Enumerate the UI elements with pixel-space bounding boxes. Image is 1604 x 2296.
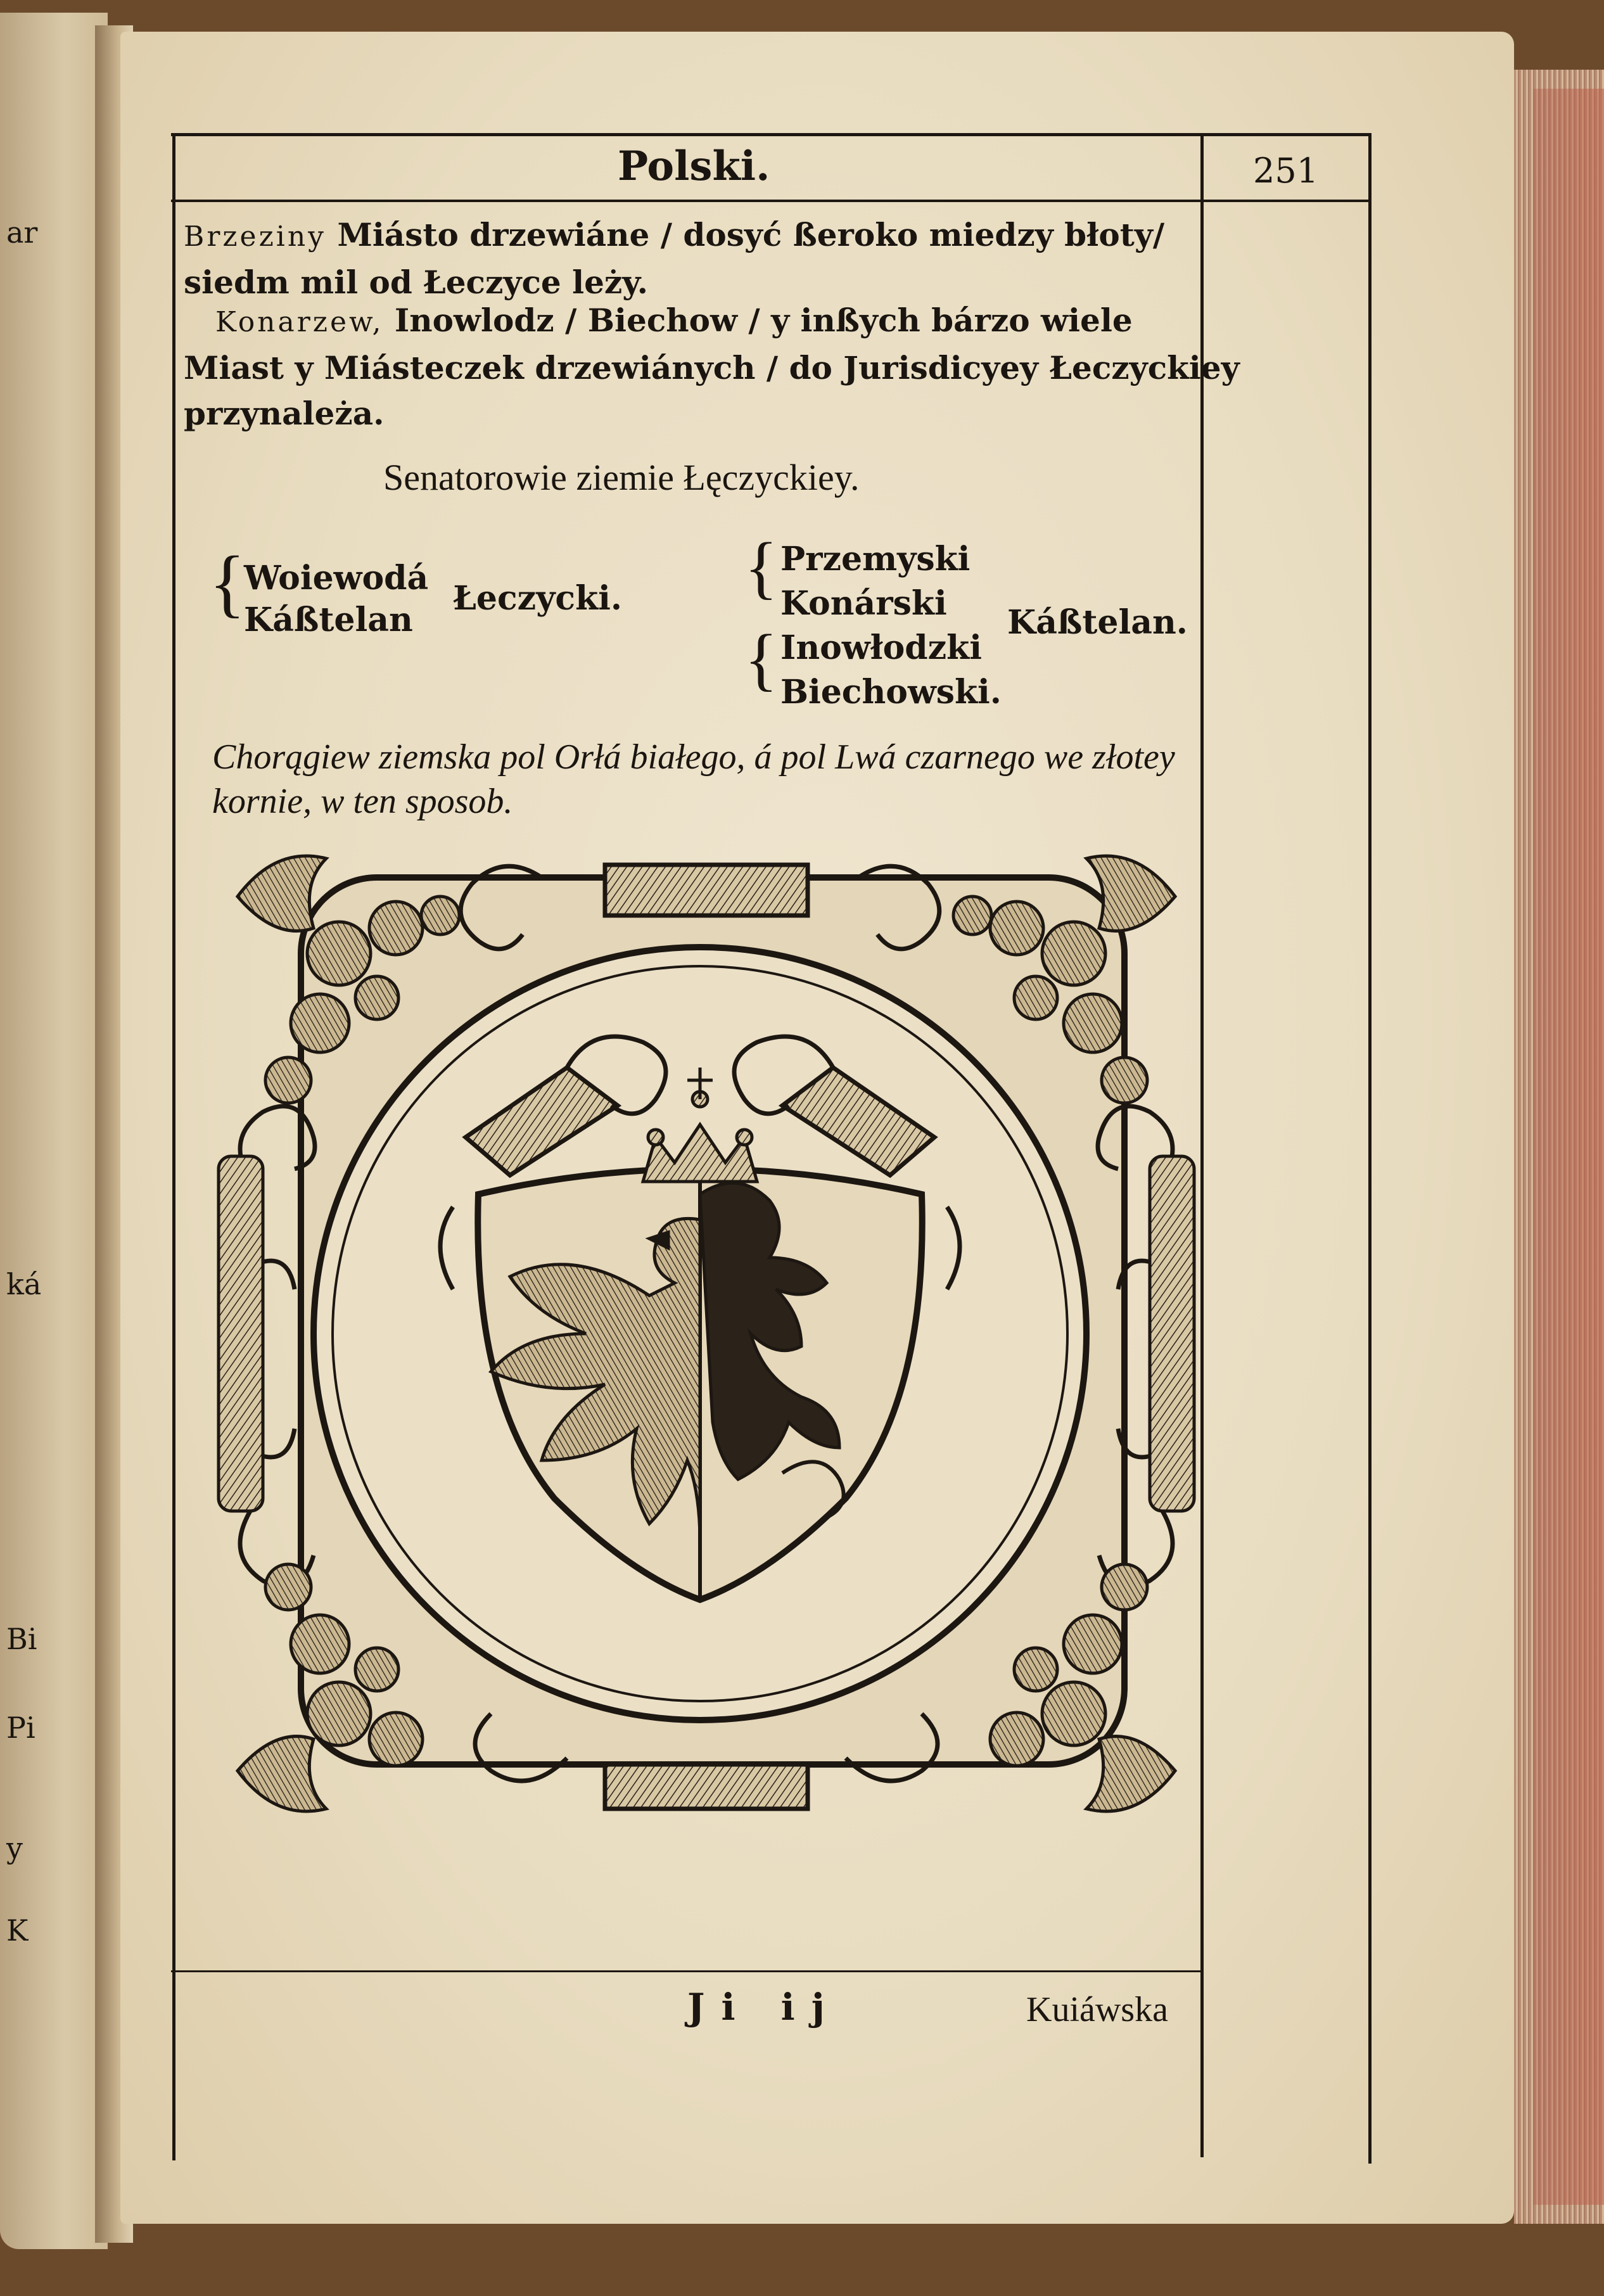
paragraph-konarzew	[184, 298, 1240, 437]
running-title: Polski.	[618, 143, 770, 190]
coat-of-arms-woodcut	[212, 839, 1200, 1828]
place-konarski: Konárski	[780, 584, 947, 623]
frame-margin-right-rule	[1368, 136, 1372, 2164]
banner-line: kornie, w ten sposob.	[212, 782, 513, 821]
left-page-fragment: ar	[6, 215, 38, 250]
banner-line: Chorągiew ziemska pol Orłá białego, á pol Lwá czarnego we złotey	[212, 737, 1175, 777]
paragraph-lead: Konarzew,	[215, 306, 384, 338]
banner-description	[212, 735, 1175, 824]
frame-left-rule	[172, 133, 175, 2160]
paragraph-lead: Brzeziny	[184, 220, 327, 253]
left-page-fragment: ká	[6, 1267, 42, 1301]
red-edge-tint	[1533, 89, 1604, 2205]
right-places	[780, 537, 1002, 715]
left-offices	[244, 558, 428, 641]
left-place: Łeczycki.	[453, 579, 622, 618]
left-page-fragment: y	[6, 1831, 23, 1865]
left-page-fragment: K	[6, 1913, 29, 1948]
paragraph-line: Inowlodz / Biechow / y inßych bárzo wiele	[394, 302, 1133, 339]
frame-footer-rule	[171, 1970, 1204, 1972]
place-biechowski: Biechowski.	[780, 673, 1002, 711]
paragraph-line: siedm mil od Łeczyce leży.	[184, 264, 649, 301]
signature-mark: Ji ij	[687, 1986, 841, 2029]
right-brace-bottom: {	[744, 620, 778, 698]
right-office: Káßtelan.	[1007, 603, 1188, 642]
office-woiewoda: Woiewodá	[244, 559, 429, 597]
frame-header-rule	[171, 200, 1372, 202]
left-page-fragment: Bi	[6, 1622, 37, 1656]
office-kasztelan: Káßtelan	[244, 601, 413, 639]
catchword: Kuiáwska	[1026, 1990, 1168, 2029]
left-page-fragment: Pi	[6, 1711, 35, 1745]
page-number: 251	[1253, 151, 1319, 191]
paragraph-line: Miásto drzewiáne / dosyć ßeroko miedzy błoty/	[337, 216, 1165, 253]
right-brace-top: {	[744, 528, 778, 606]
place-przemyski: Przemyski	[780, 540, 971, 578]
left-brace: {	[209, 540, 246, 625]
frame-top-rule	[171, 133, 1372, 136]
place-inowlodzki: Inowłodzki	[780, 628, 982, 667]
paragraph-line: przynależa.	[184, 395, 385, 432]
senators-heading: Senatorowie ziemie Łęczyckiey.	[383, 457, 860, 498]
paragraph-brzeziny	[184, 212, 1164, 305]
paragraph-line: Miast y Miásteczek drzewiánych / do Jurisdicyey Łeczyckiey	[184, 349, 1240, 386]
frame-text-right-rule	[1200, 136, 1204, 2157]
